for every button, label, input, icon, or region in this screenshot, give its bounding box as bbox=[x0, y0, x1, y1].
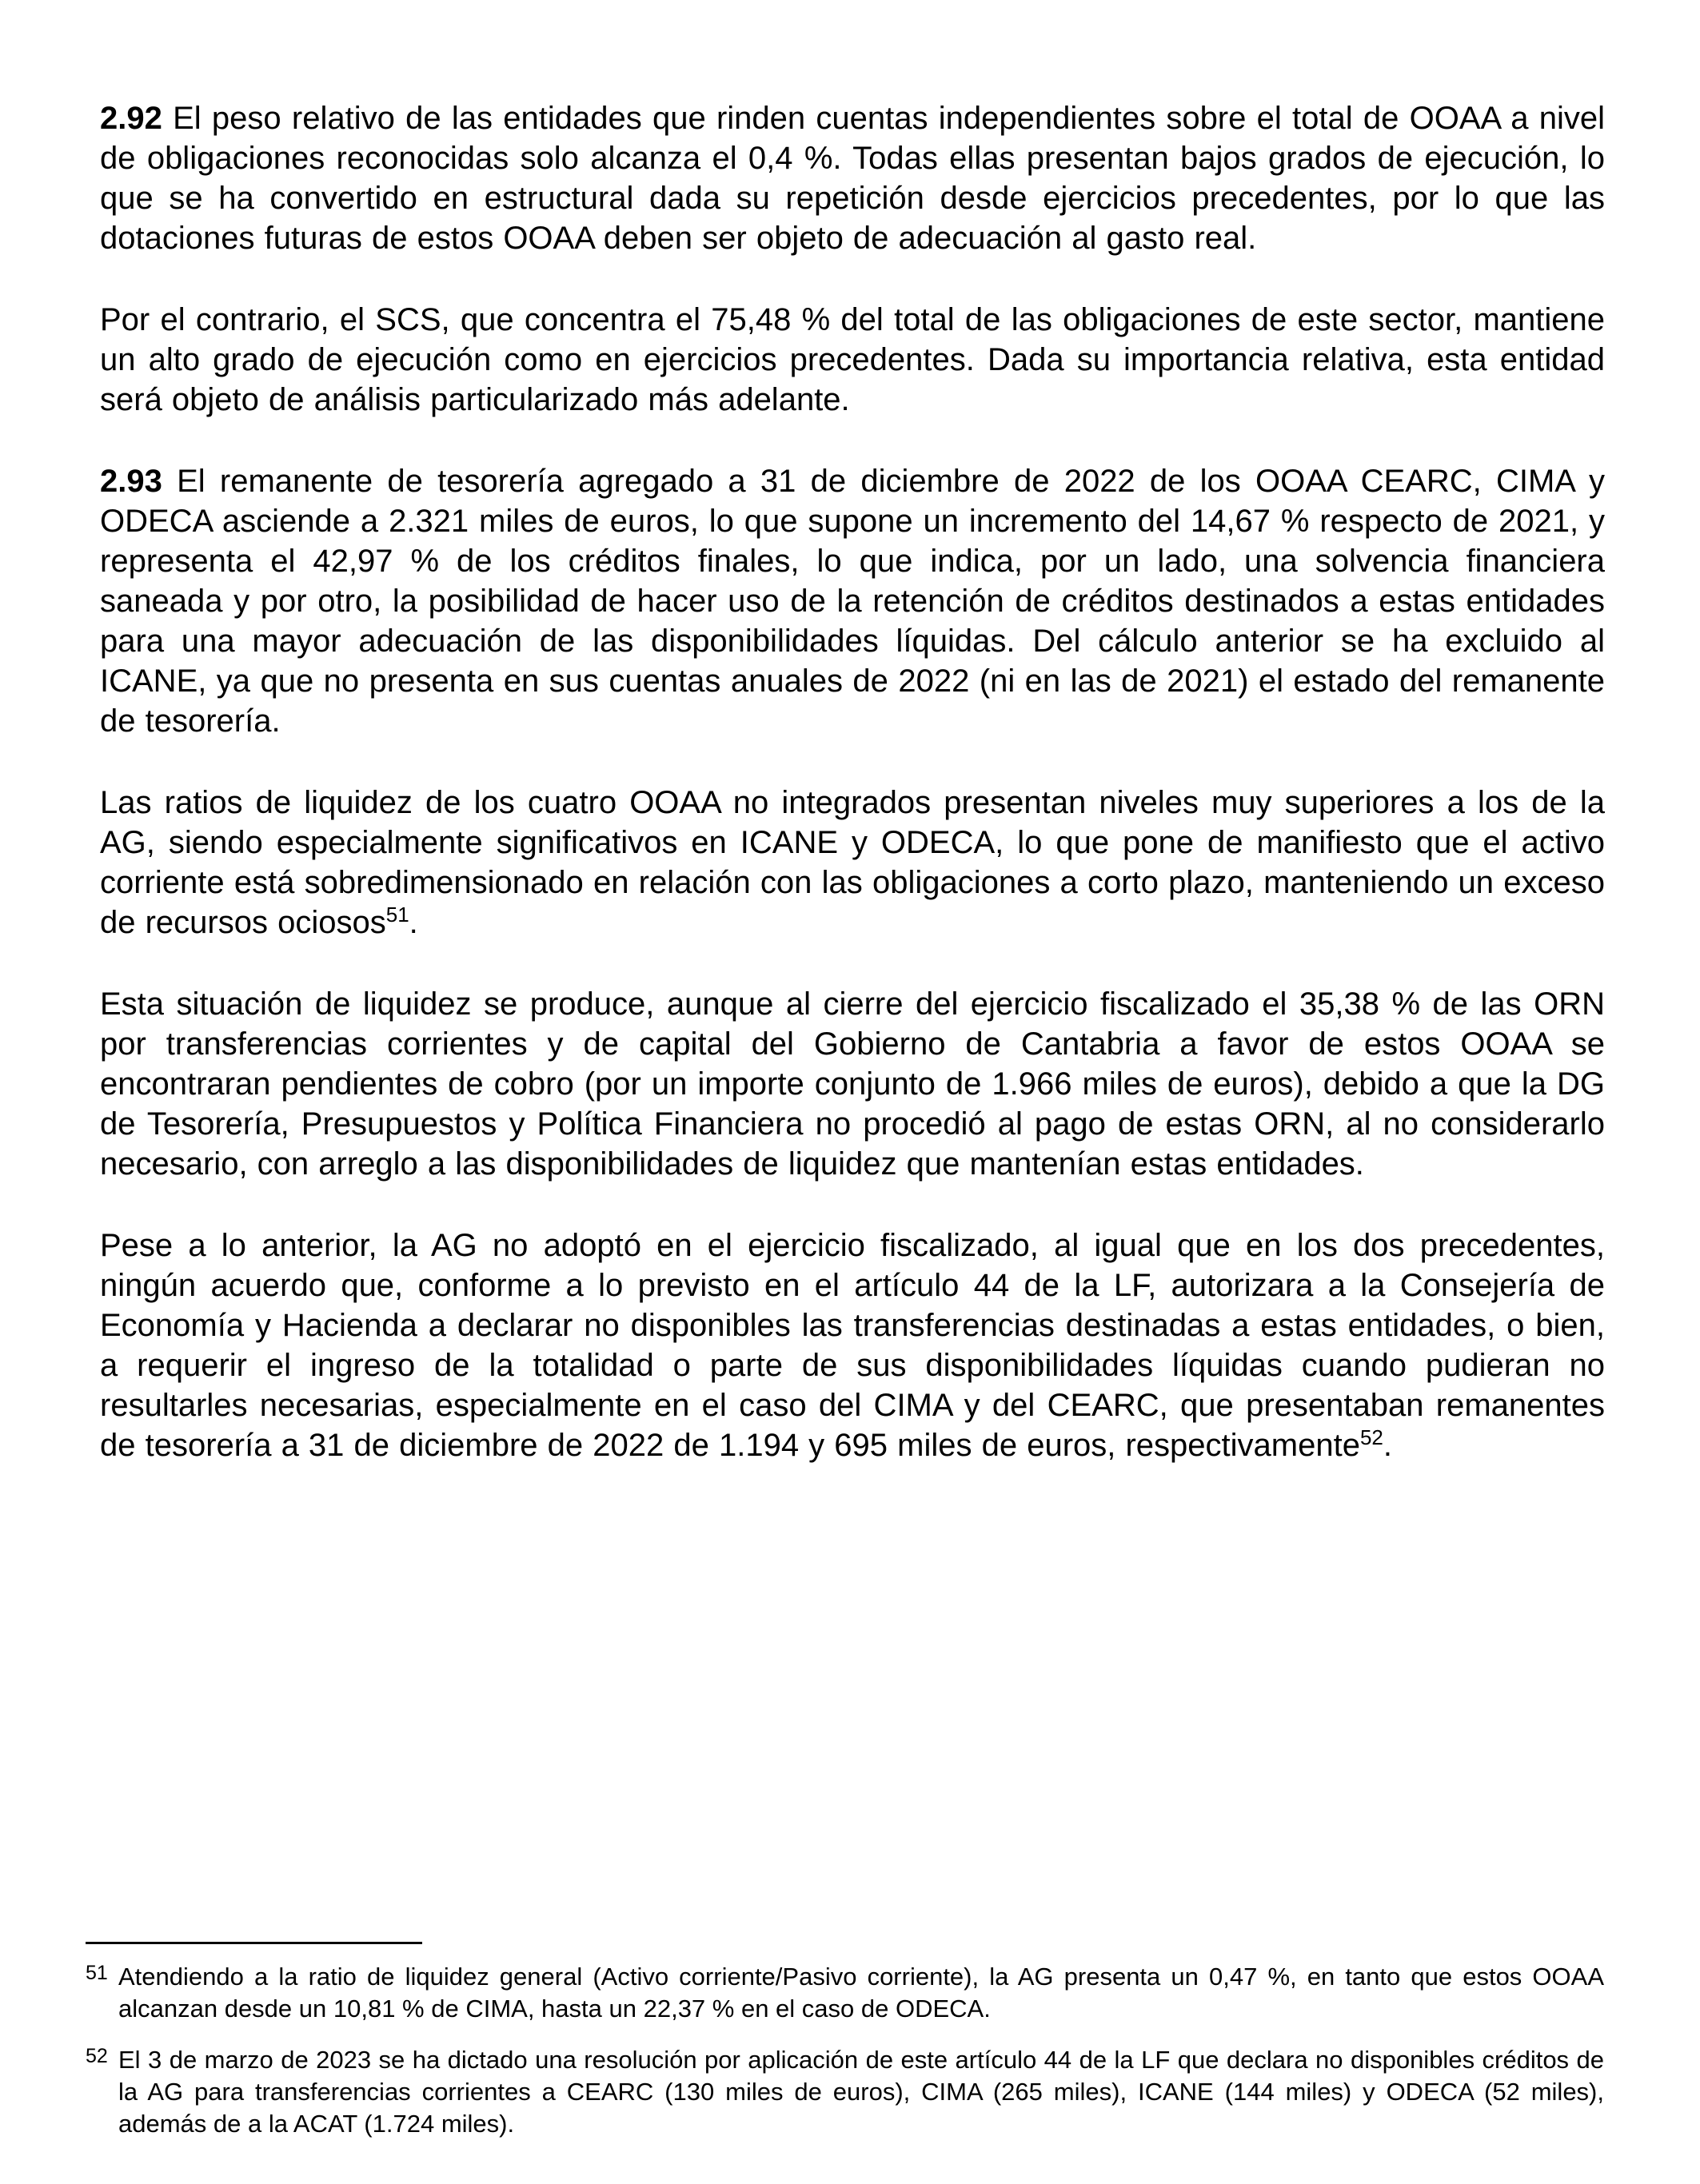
footnote-52 bbox=[86, 2044, 1604, 2140]
footnote-51 bbox=[86, 1961, 1604, 2025]
paragraph-text-end: . bbox=[1383, 1428, 1393, 1463]
footnote-ref-51: 51 bbox=[385, 903, 409, 927]
footnote-ref-52: 52 bbox=[1359, 1425, 1383, 1449]
paragraph-situacion-liquidez bbox=[100, 984, 1605, 1184]
paragraph-ratios-liquidez bbox=[100, 783, 1605, 943]
main-text-block bbox=[100, 98, 1605, 1465]
paragraph-text: El remanente de tesorería agregado a 31 de diciembre de 2022 de los OOAA CEARC, CIMA y ODECA asciende a 2.321 miles de euros, lo que supone un incremento del 14,67 % respecto de 2021, y representa el 42,97 % de los créditos finales, lo que indica, por un lado, una solvencia financiera saneada y por otro, la posibilidad de hacer uso de la retención de créditos destinados a estas entidades para una mayor adecuación de las disponibilidades líquidas. Del cálculo anterior se ha excluido al ICANE, ya que no presenta en sus cuentas anuales de 2022 (ni en las de 2021) el estado del remanente de tesorería. bbox=[100, 464, 1605, 739]
paragraph-pese-anterior bbox=[100, 1226, 1605, 1465]
paragraph-number: 2.92 bbox=[100, 101, 162, 136]
footnote-marker-52: 52 bbox=[86, 2045, 108, 2067]
paragraph-text-end: . bbox=[409, 905, 418, 940]
paragraph-text: El peso relativo de las entidades que rinden cuentas independientes sobre el total de OOAA a nivel de obligaciones reconocidas solo alcanza el 0,4 %. Todas ellas presentan bajos grados de ejecución, lo que se ha convertido en estructural dada su repetición desde ejercicios precedentes, por lo que las dotaciones futuras de estos OOAA deben ser objeto de adecuación al gasto real. bbox=[100, 101, 1605, 256]
paragraph-scs bbox=[100, 300, 1605, 420]
paragraph-text: Las ratios de liquidez de los cuatro OOAA no integrados presentan niveles muy superiores a los de la AG, siendo especialmente significativos en ICANE y ODECA, lo que pone de manifiesto que el activo corriente está sobredimensionado en relación con las obligaciones a corto plazo, manteniendo un exceso de recursos ociosos bbox=[100, 785, 1605, 940]
paragraph-number: 2.93 bbox=[100, 464, 162, 499]
footnote-text-52: El 3 de marzo de 2023 se ha dictado una resolución por aplicación de este artículo 44 de la LF que declara no disponibles créditos de la AG para transferencias corrientes a CEARC (130 miles de euros), CIMA (265 miles), ICANE (144 miles) y ODECA (52 miles), además de a la ACAT (1.724 miles). bbox=[118, 2046, 1604, 2138]
paragraph-2-93 bbox=[100, 461, 1605, 741]
footnote-text-51: Atendiendo a la ratio de liquidez general (Activo corriente/Pasivo corriente), la AG presenta un 0,47 %, en tanto que estos OOAA alcanzan desde un 10,81 % de CIMA, hasta un 22,37 % en el caso de ODECA. bbox=[118, 1963, 1604, 2023]
paragraph-text: Por el contrario, el SCS, que concentra el 75,48 % del total de las obligaciones de este sector, mantiene un alto grado de ejecución como en ejercicios precedentes. Dada su importancia relativa, esta entidad será objeto de análisis particularizado más adelante. bbox=[100, 302, 1605, 417]
footnote-section bbox=[86, 1942, 1604, 2140]
paragraph-text: Esta situación de liquidez se produce, aunque al cierre del ejercicio fiscalizado el 35,38 % de las ORN por transferencias corrientes y de capital del Gobierno de Cantabria a favor de estos OOAA se encontraran pendientes de cobro (por un importe conjunto de 1.966 miles de euros), debido a que la DG de Tesorería, Presupuestos y Política Financiera no procedió al pago de estas ORN, al no considerarlo necesario, con arreglo a las disponibilidades de liquidez que mantenían estas entidades. bbox=[100, 986, 1605, 1182]
paragraph-2-92 bbox=[100, 98, 1605, 258]
footnote-marker-51: 51 bbox=[86, 1962, 108, 1984]
footnote-separator bbox=[86, 1942, 422, 1944]
paragraph-text: Pese a lo anterior, la AG no adoptó en el ejercicio fiscalizado, al igual que en los dos precedentes, ningún acuerdo que, conforme a lo previsto en el artículo 44 de la LF, autorizara a la Consejería de Economía y Hacienda a declarar no disponibles las transferencias destinadas a estas entidades, o bien, a requerir el ingreso de la totalidad o parte de sus disponibilidades líquidas cuando pudieran no resultarles necesarias, especialmente en el caso del CIMA y del CEARC, que presentaban remanentes de tesorería a 31 de diciembre de 2022 de 1.194 y 695 miles de euros, respectivamente bbox=[100, 1228, 1605, 1463]
